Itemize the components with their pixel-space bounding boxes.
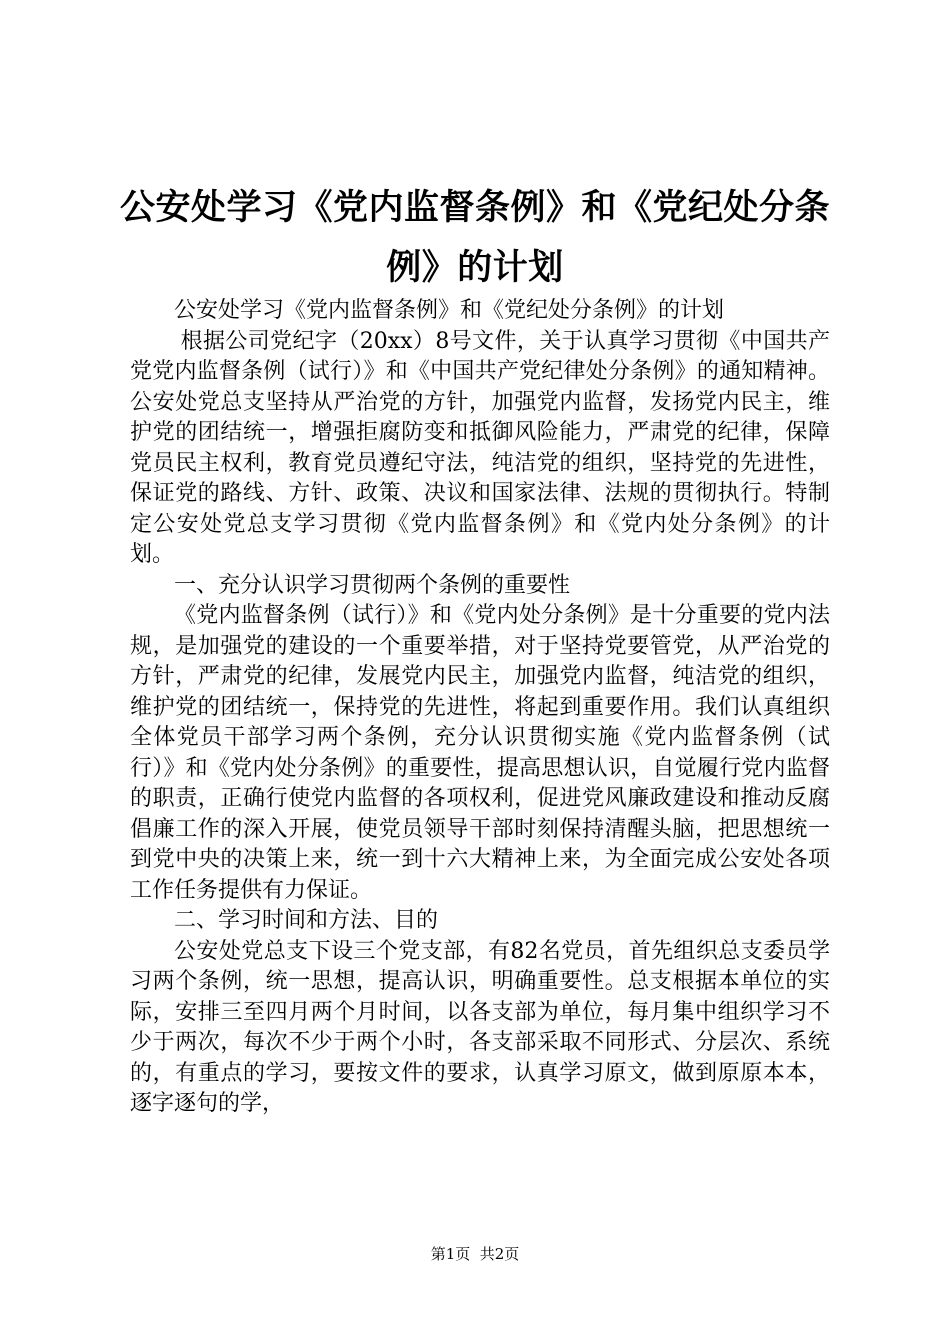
section-heading-2: 二、学习时间和方法、目的 [174, 908, 439, 933]
paragraph-repeat-title: 公安处学习《党内监督条例》和《党纪处分条例》的计划 [174, 298, 725, 323]
document-body [130, 296, 830, 1120]
page-number: 第1页 共2页 [430, 1245, 520, 1263]
paragraph-section-1: 《党内监督条例（试行）》和《党内处分条例》是十分重要的党内法规，是加强党的建设的一个重要举措，对于坚持党要管党，从严治党的方针，严肃党的纪律，发展党内民主，加强党内监督，纯洁党的组织，维护党的团结统一，保持党的先进性，将起到重要作用。我们认真组织全体党员干部学习两个条例，充分认识贯彻实施《党内监督条例（试行）》和《党内处分条例》的重要性，提高思想认识，自觉履行党内监督的职责，正确行使党内监督的各项权利，促进党风廉政建设和推动反腐倡廉工作的深入开展，使党员领导干部时刻保持清醒头脑，把思想统一到党中央的决策上来，统一到十六大精神上来，为全面完成公安处各项工作任务提供有力保证。 [130, 603, 830, 903]
section-heading-1: 一、充分认识学习贯彻两个条例的重要性 [174, 572, 571, 598]
paragraph-intro: 根据公司党纪字（20xx）8号文件，关于认真学习贯彻《中国共产党党内监督条例（试行）》和《中国共产党纪律处分条例》的通知精神。公安处党总支坚持从严治党的方针，加强党内监督，发扬党内民主，维护党的团结统一，增强拒腐防变和抵御风险能力，严肃党的纪律，保障党员民主权利，教育党员遵纪守法，纯洁党的组织，坚持党的先进性，保证党的路线、方针、政策、决议和国家法律、法规的贯彻执行。特制定公安处党总支学习贯彻《党内监督条例》和《党内处分条例》的计划。 [130, 328, 830, 567]
page-footer [0, 1244, 950, 1264]
document-title: 公安处学习《党内监督条例》和《党纪处分条例》的计划 [119, 187, 830, 288]
paragraph-section-2: 公安处党总支下设三个党支部，有82名党员，首先组织总支委员学习两个条例，统一思想，提高认识，明确重要性。总支根据本单位的实际，安排三至四月两个月时间，以各支部为单位，每月集中组织学习不少于两次，每次不少于两个小时，各支部采取不同形式、分层次、系统的，有重点的学习，要按文件的要求，认真学习原文，做到原原本本，逐字逐句的学， [130, 938, 830, 1116]
